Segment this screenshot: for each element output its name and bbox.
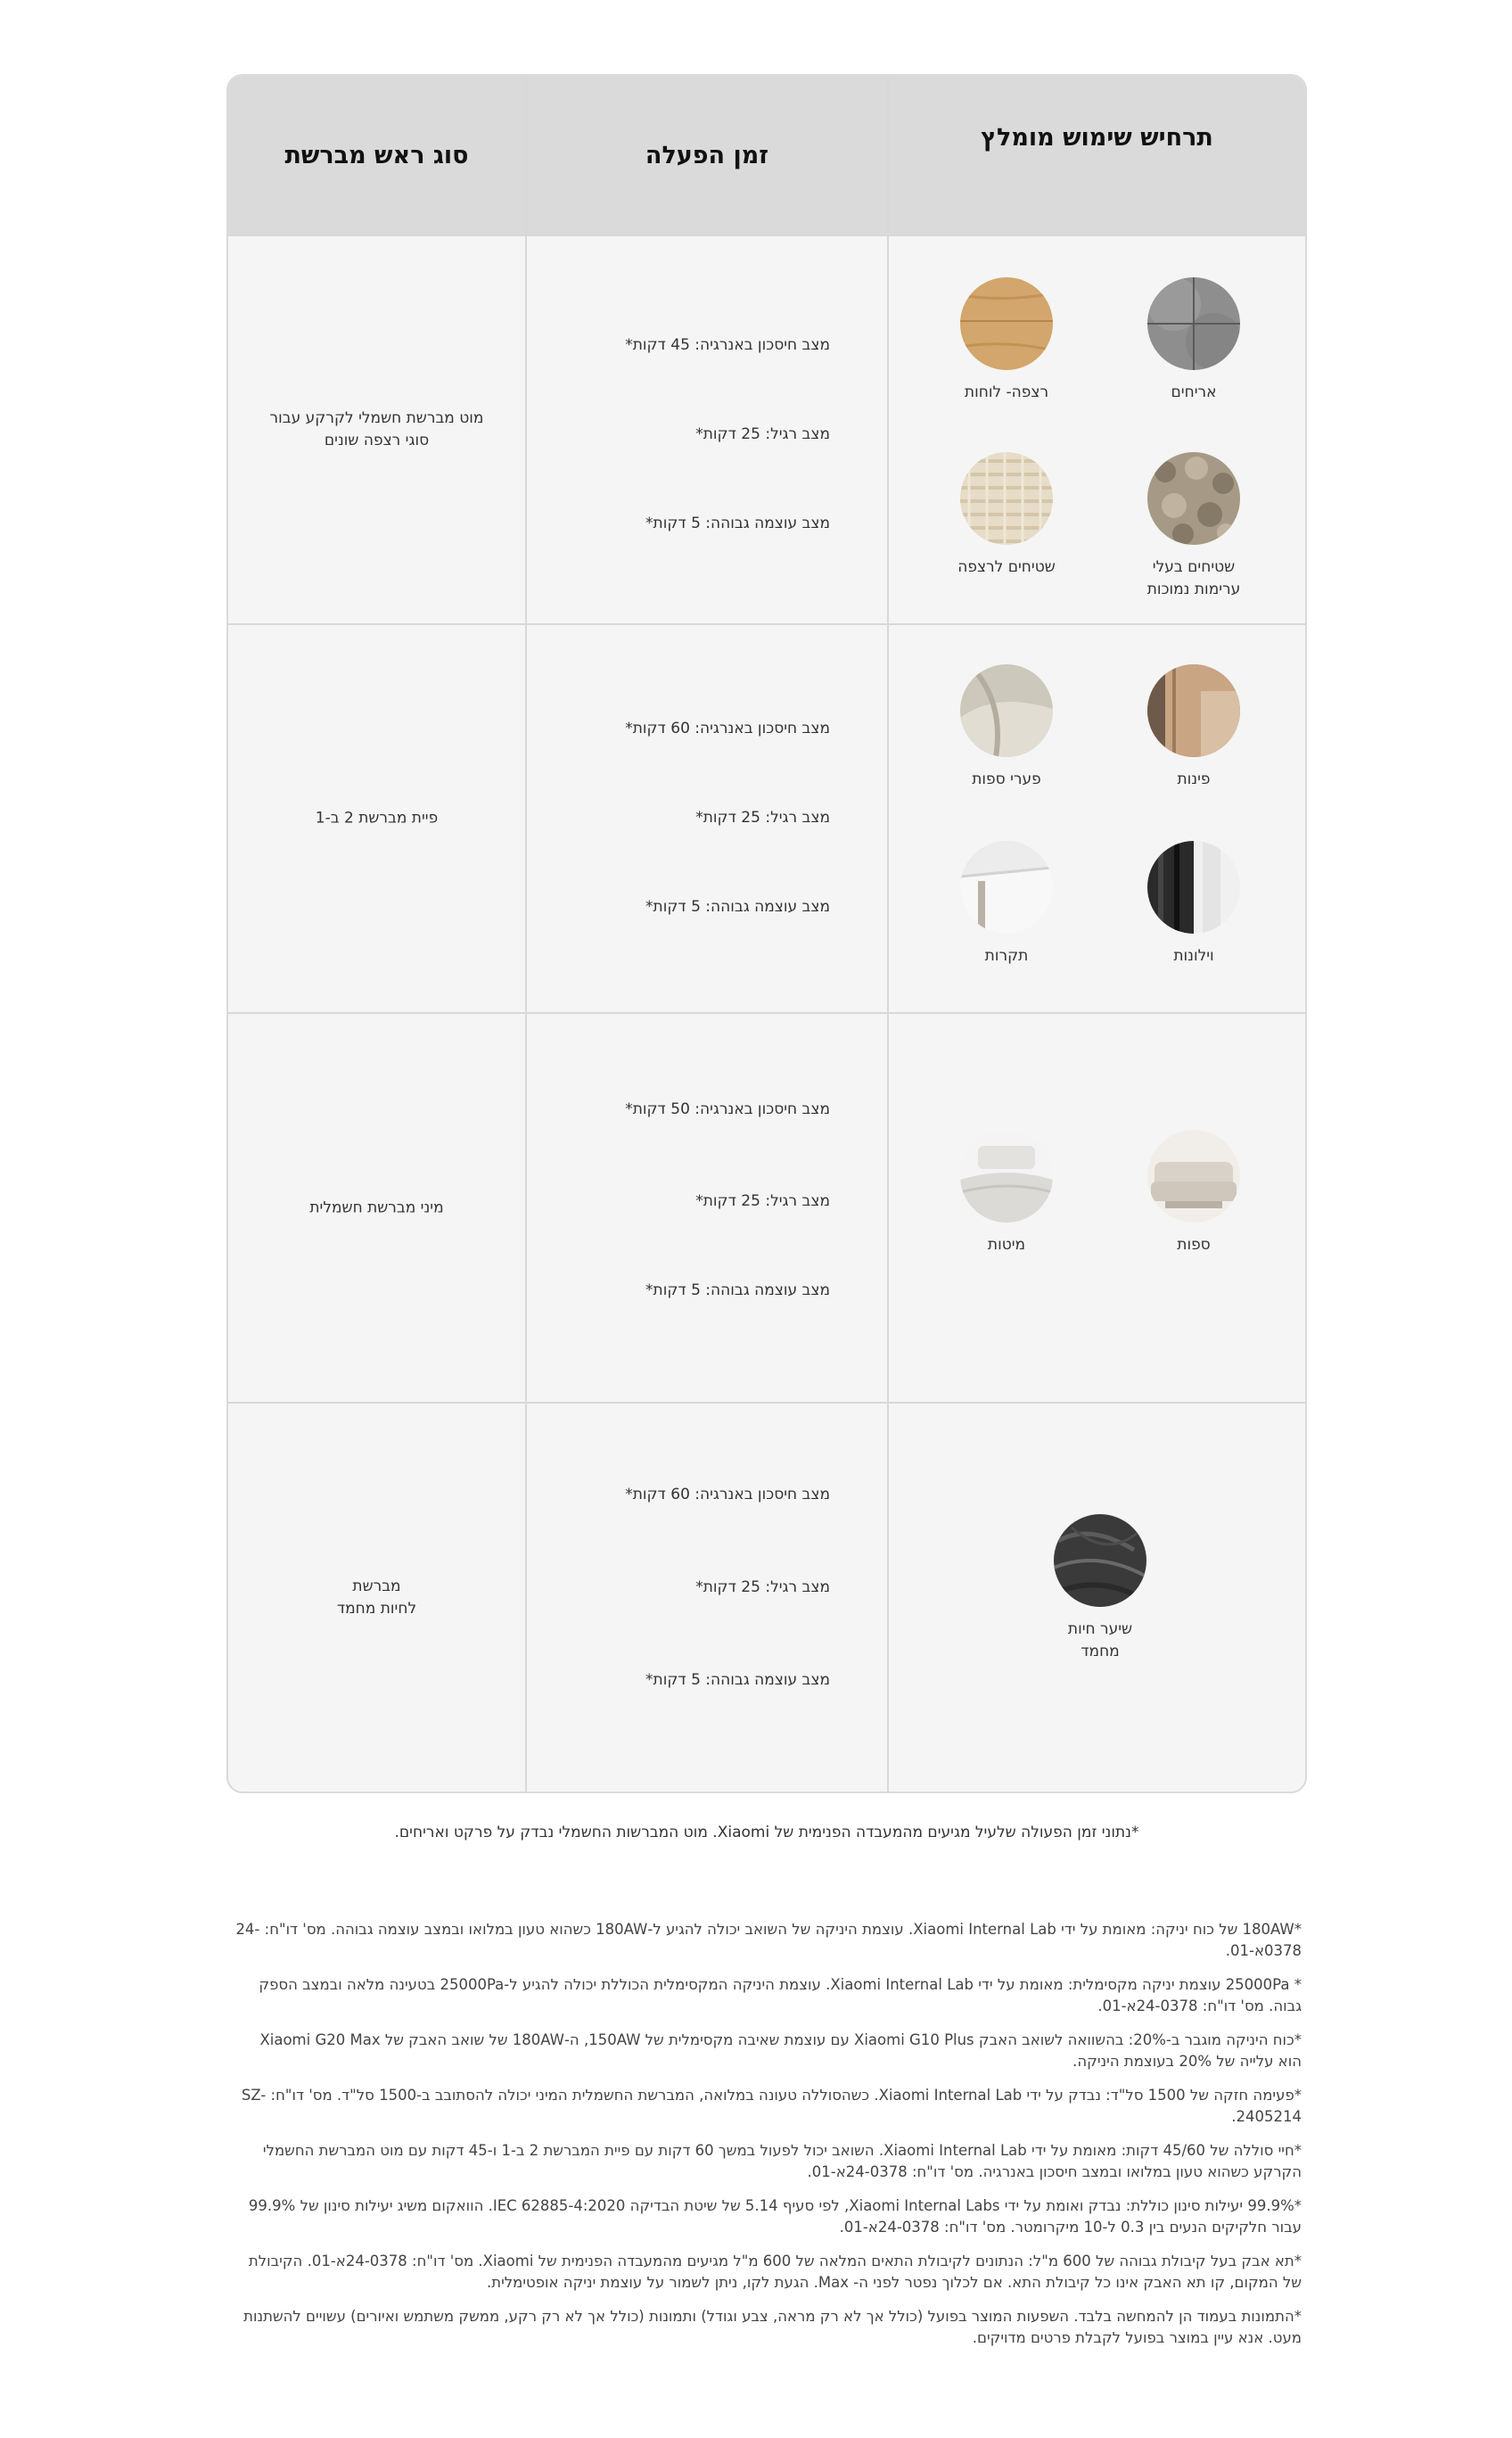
brush-cell xyxy=(228,623,525,1012)
runtime-high: מצב עוצמה גבוהה: 5 דקות* xyxy=(645,898,830,916)
footnote: *תא אבק בעל קיבולת גבוהה של 600 מ"ל: הנתונים לקיבולת התאים המלאה של 600 מ"ל מגיעים מהמעבדה הפנימית של Xiaomi. מס' דו"ח: 24-0378א-01. הקיבולת של המקום, קו תא האבק אינו כל קיבולת התא. אם לכלוך נפטר לפני ה- Max. הגעת לקו, ניתן לשמור על עוצמת יניקה אופטימלית. xyxy=(248,2253,1302,2291)
footnote: *99.9% יעילות סינון כוללת: נבדק ואומת על ידי Xiaomi Internal Labs, לפי סעיף 5.14 של שיטת הבדיקה IEC 62885-4:2020. הוואקום משיג יעילות סינון של 99.9% עבור חלקיקים הנעים בין 0.3 ל-10 מיקרומטר. מס' דו"ח: 24-0378א-01. xyxy=(248,2197,1302,2236)
runtime-cell xyxy=(525,1402,887,1791)
runtime-cell xyxy=(525,235,887,623)
scenario-label: מיטות xyxy=(987,1236,1026,1254)
scenario-label: פינות xyxy=(1177,770,1211,788)
footnote: *התמונות בעמוד הן להמחשה בלבד. השפעות המוצר בפועל (כולל אך לא רק מראה, צבע וגודל) ותמונות (כולל אך לא רק רקע, ממשק משתמש ואיורים) עשויים להשתנות מעט. אנא עיין במוצר בפועל לקבלת פרטים מדויקים. xyxy=(243,2308,1302,2346)
runtime-cell xyxy=(525,623,887,1012)
scenario-item xyxy=(1105,664,1283,791)
scenario-cell xyxy=(887,623,1305,1012)
scenario-label: וילונות xyxy=(1173,947,1214,965)
curtain-icon xyxy=(1147,841,1240,934)
runtime-high: מצב עוצמה גבוהה: 5 דקות* xyxy=(645,1281,830,1299)
scenario-label: ספות xyxy=(1177,1236,1211,1254)
runtime-eco: מצב חיסכון באנרגיה: 60 דקות* xyxy=(625,720,830,737)
header-brush-cell xyxy=(228,76,525,235)
scenario-item xyxy=(1011,1514,1189,1663)
comparison-table xyxy=(226,74,1307,1793)
brush-type: מוט מברשת חשמלי לקרקע עבור סוגי רצפה שונים xyxy=(269,409,484,449)
scenario-label: תקרות xyxy=(984,947,1029,965)
scenario-item xyxy=(917,277,1096,404)
header-scenario-cell xyxy=(887,76,1305,235)
brush-type: פיית מברשת 2 ב-1 xyxy=(315,809,439,828)
footnote: * 25000Pa עוצמת יניקה מקסימלית: מאומת על ידי Xiaomi Internal Lab. עוצמת היניקה המקסימלית הכוללת יכולה להגיע ל-25000Pa בטעינה מלאה ובמצב הספק גבוה. מס' דו"ח: 24-0378א-01. xyxy=(259,1976,1302,2014)
footnote: *חיי סוללה של 45/60 דקות: מאומת על ידי Xiaomi Internal Lab. השואב יכול לפעול במשך 60 דקות עם פיית המברשת 2 ב-1 ו-45 דקות עם מוט המברשת החשמלי הקרקע כשהוא טעון במלואו ובמצב חיסכון באנרגיה. מס' דו"ח: 24-0378א-01. xyxy=(262,2142,1302,2180)
runtime-high: מצב עוצמה גבוהה: 5 דקות* xyxy=(645,515,830,532)
scenario-cell xyxy=(887,235,1305,623)
wood-floor-icon xyxy=(960,277,1053,370)
brush-cell xyxy=(228,235,525,623)
scenario-label: שיער חיות מחמד xyxy=(1067,1620,1133,1660)
brush-cell xyxy=(228,1402,525,1791)
scenario-label: שטיחים בעלי ערימות נמוכות xyxy=(1146,558,1241,598)
runtime-normal: מצב רגיל: 25 דקות* xyxy=(695,809,830,827)
scenario-item xyxy=(1105,841,1283,968)
brush-cell xyxy=(228,1012,525,1402)
scenario-item xyxy=(1105,1130,1283,1256)
tiles-icon xyxy=(1147,277,1240,370)
footnote: *כוח היניקה מוגבר ב-20%: בהשוואה לשואב האבק Xiaomi G10 Plus עם עוצמת שאיבה מקסימלית של 150AW, ה-180AW של שואב האבק של Xiaomi G20 Max הוא עלייה של 20% בעוצמת היניקה. xyxy=(259,2031,1302,2070)
bed-icon xyxy=(960,1130,1053,1223)
scenario-label: פערי ספות xyxy=(972,770,1041,788)
scenario-item xyxy=(917,664,1096,791)
scenario-cell xyxy=(887,1402,1305,1791)
brush-type: מברשת לחיות מחמד xyxy=(336,1577,417,1618)
scenario-label: רצפה- לוחות xyxy=(964,383,1049,401)
footnote: *180AW של כוח יניקה: מאומת על ידי Xiaomi Internal Lab. עוצמת היניקה של השואב יכולה להגיע ל-180AW כשהוא טעון במלואו ובמצב עוצמה גבוהה. מס' דו"ח: 24-0378א-01. xyxy=(235,1921,1302,1959)
scenario-item xyxy=(917,841,1096,968)
runtime-eco: מצב חיסכון באנרגיה: 50 דקות* xyxy=(625,1100,830,1118)
header-scenario: תרחיש שימוש מומלץ xyxy=(981,123,1213,152)
floor-rug-icon xyxy=(960,452,1053,545)
corner-icon xyxy=(1147,664,1240,757)
header-brush: סוג ראש מברשת xyxy=(284,141,469,169)
runtime-eco: מצב חיסכון באנרגיה: 45 דקות* xyxy=(625,336,830,354)
sofa-gap-icon xyxy=(960,664,1053,757)
table-footnote: *נתוני זמן הפעולה שלעיל מגיעים מהמעבדה הפנימית של Xiaomi. מוט המברשות החשמלי נבדק על פרקט ואריחים. xyxy=(394,1824,1139,1841)
pet-hair-icon xyxy=(1054,1514,1146,1607)
footnote: *פעימה חזקה של 1500 סל"ד: נבדק על ידי Xiaomi Internal Lab. כשהסוללה טעונה במלואה, המברשת החשמלית המיני יכולה להסתובב ב-1500 סל"ד. מס' דו"ח: SZ-2405214. xyxy=(241,2087,1302,2125)
runtime-normal: מצב רגיל: 25 דקות* xyxy=(695,1192,830,1210)
low-pile-carpet-icon xyxy=(1147,452,1240,545)
scenario-cell xyxy=(887,1012,1305,1402)
sofa-icon xyxy=(1147,1130,1240,1223)
scenario-item xyxy=(917,1130,1096,1256)
scenario-label: אריחים xyxy=(1171,383,1217,401)
scenario-item xyxy=(1105,277,1283,404)
brush-type: מיני מברשת חשמלית xyxy=(309,1198,444,1216)
runtime-normal: מצב רגיל: 25 דקות* xyxy=(695,1578,830,1596)
runtime-cell xyxy=(525,1012,887,1402)
scenario-item xyxy=(917,452,1096,579)
scenario-label: שטיחים לרצפה xyxy=(957,558,1056,576)
scenario-item xyxy=(1105,452,1283,601)
runtime-normal: מצב רגיל: 25 דקות* xyxy=(695,425,830,443)
header-runtime: זמן הפעלה xyxy=(645,141,769,169)
footnotes-section xyxy=(235,1919,1302,2361)
runtime-eco: מצב חיסכון באנרגיה: 60 דקות* xyxy=(625,1486,830,1503)
header-runtime-cell xyxy=(525,76,887,235)
runtime-high: מצב עוצמה גבוהה: 5 דקות* xyxy=(645,1671,830,1689)
ceiling-icon xyxy=(960,841,1053,934)
